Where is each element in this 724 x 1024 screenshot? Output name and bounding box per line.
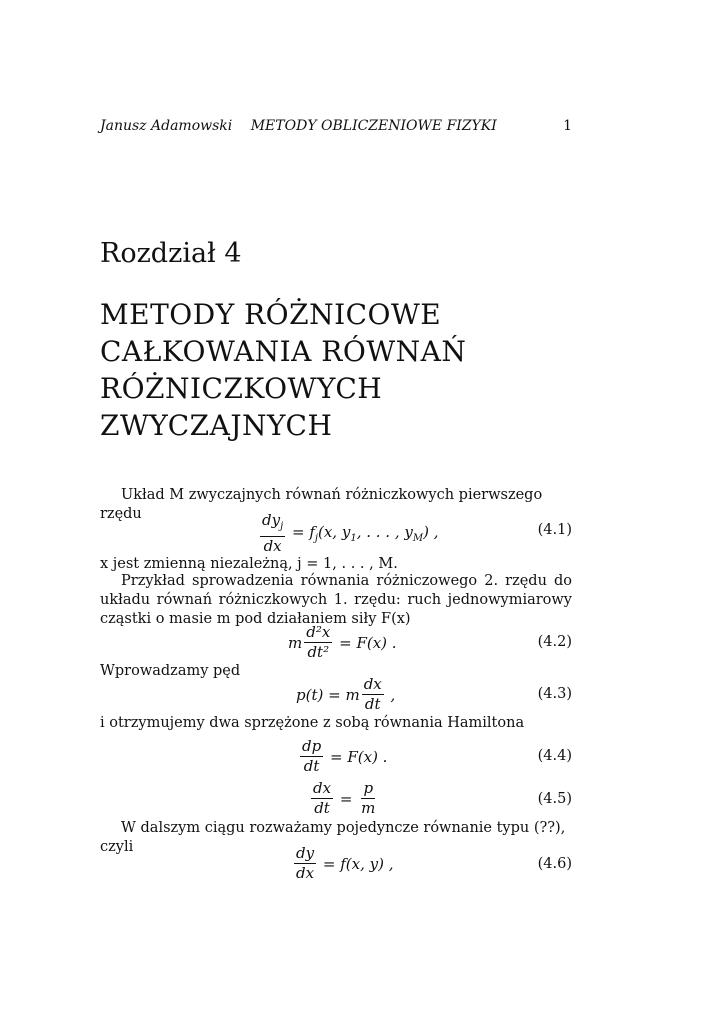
header-book-title: METODY OBLICZENIOWE FIZYKI (250, 118, 497, 134)
fraction: $\frac{dx}{dt}$ (363, 675, 382, 713)
chapter-title-line: ZWYCZAJNYCH (100, 409, 333, 442)
equation-number: (4.1) (537, 522, 572, 538)
equation-4-6: $\frac{dy}{dx}$ = f(x, y) , (296, 844, 394, 882)
equation-4-4: $\frac{dp}{dt}$ = F(x) . (302, 737, 388, 775)
paragraph: x jest zmienną niezależną, j = 1, . . . , M. (100, 556, 398, 572)
chapter-title-line: METODY RÓŻNICOWE (100, 298, 442, 331)
equation-number: (4.2) (537, 634, 572, 650)
chapter-title-line: RÓŻNICZKOWYCH (100, 372, 383, 405)
fraction: $\frac{dy}{dx}$ (296, 844, 315, 882)
page-number: 1 (563, 118, 572, 134)
chapter-title-line: CAŁKOWANIA RÓWNAŃ (100, 335, 467, 368)
equation-4-5: $\frac{dx}{dt}$ = $\frac{p}{m}$ (313, 779, 376, 817)
paragraph: Wprowadzamy pęd (100, 663, 241, 679)
paragraph: W dalszym ciągu rozważamy pojedyncze równanie typu (??), czyli (100, 820, 566, 855)
fraction: $\frac{dp}{dt}$ (302, 737, 322, 775)
equation-number: (4.6) (537, 856, 572, 872)
paragraph: Przykład sprowadzenia równania różniczowego 2. rzędu do układu równań różniczkowych 1. rzędu: ruch jednowymiarowy cząstki o masie m pod działaniem siły F(x) (100, 573, 572, 627)
running-header (100, 118, 572, 134)
equation-4-1: $\frac{dy_j}{dx}$ = $f_j(x$, $y_1$, . . . , $y_M$) , (262, 511, 439, 555)
header-author: Janusz Adamowski (100, 118, 233, 134)
chapter-title (100, 296, 466, 444)
chapter-label: Rozdział 4 (100, 238, 242, 269)
equation-number: (4.3) (537, 686, 572, 702)
fraction: $\frac{dy_j}{dx}$ (262, 511, 284, 555)
equation-number: (4.5) (537, 791, 572, 807)
equation-4-3: p(t) = m $\frac{dx}{dt}$ , (296, 675, 396, 713)
fraction: $\frac{\text{d²x}}{\text{dt²}}$ (306, 623, 331, 661)
equation-4-2: m $\frac{\text{d²x}}{\text{dt²}}$ = F(x) . (288, 623, 397, 661)
paragraph: Układ M zwyczajnych równań różniczkowych pierwszego rzędu (100, 487, 543, 522)
equation-number: (4.4) (537, 748, 572, 764)
fraction: $\frac{p}{m}$ (361, 779, 376, 817)
fraction: $\frac{dx}{dt}$ (313, 779, 332, 817)
paragraph: i otrzymujemy dwa sprzężone z sobą równania Hamiltona (100, 715, 525, 731)
